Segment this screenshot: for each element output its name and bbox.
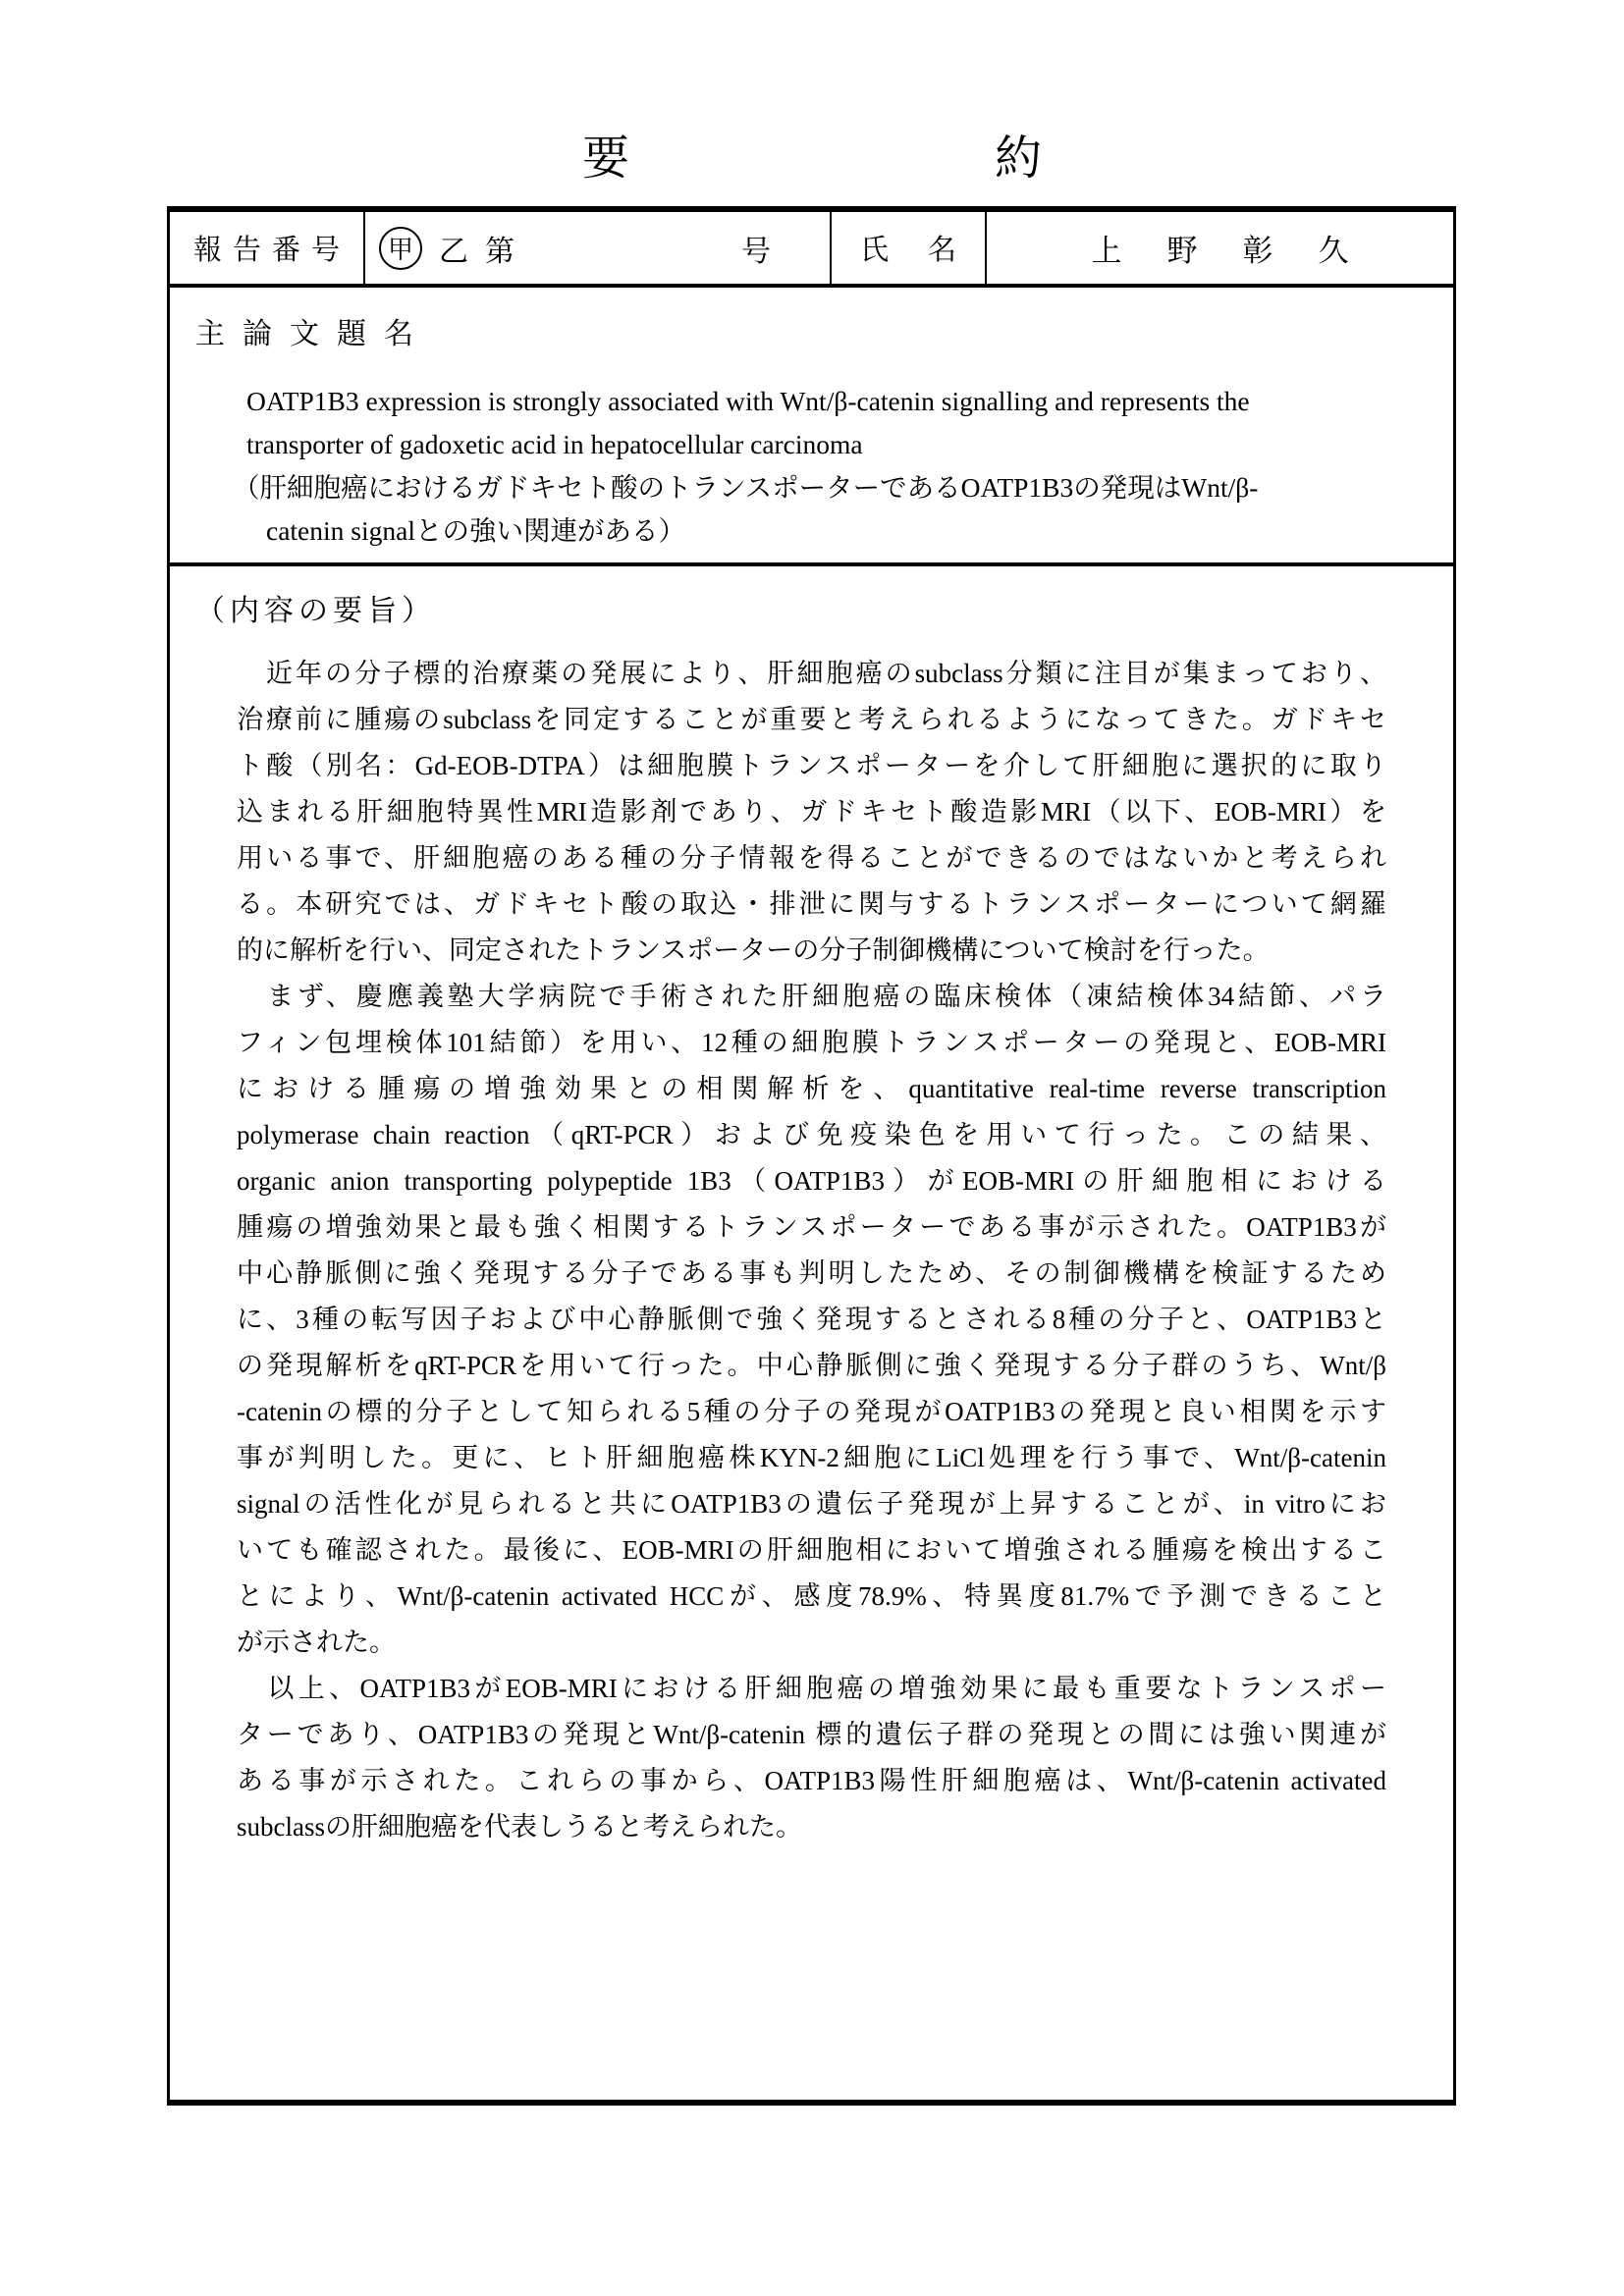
main-title-label: 主論文題名 bbox=[195, 318, 431, 350]
page-title-char-2: 約 bbox=[995, 133, 1043, 185]
report-number-cell bbox=[365, 212, 832, 284]
summary-line: -cateninの標的分子として知られる5種の分子の発現がOATP1B3の発現と良い相関を示す bbox=[237, 1397, 1386, 1426]
circled-koh-mark bbox=[379, 227, 422, 270]
summary-line: ト酸（別名：Gd-EOB-DTPA）は細胞膜トランスポーターを介して肝細胞に選択的に取り bbox=[237, 751, 1386, 780]
summary-line: ある事が示された。これらの事から、OATP1B3陽性肝細胞癌は、Wnt/β-catenin activated bbox=[237, 1766, 1386, 1795]
header-table bbox=[170, 212, 1453, 288]
main-title-line: transporter of gadoxetic acid in hepatocellular carcinoma bbox=[246, 429, 863, 459]
summary-line: 腫瘍の増強効果と最も強く相関するトランスポーターである事が示された。OATP1B3が bbox=[237, 1212, 1386, 1242]
summary-line: subclassの肝細胞癌を代表しうると考えられた。 bbox=[237, 1812, 802, 1842]
summary-line: る。本研究では、ガドキセト酸の取込・排泄に関与するトランスポーターについて網羅 bbox=[237, 889, 1386, 919]
page-title bbox=[0, 0, 1624, 183]
main-title-section bbox=[170, 288, 1453, 562]
otsu-character: 乙 bbox=[439, 235, 468, 268]
gou-suffix: 号 bbox=[741, 235, 771, 268]
summary-line: とにより、Wnt/β-catenin activated HCCが、感度78.9%、特異度81.7%で予測できること bbox=[237, 1581, 1386, 1611]
summary-line: 的に解析を行い、同定されたトランスポーターの分子制御機構について検討を行った。 bbox=[237, 935, 1270, 965]
page-title-char-1: 要 bbox=[581, 133, 629, 185]
summary-line: における腫瘍の増強効果との相関解析を、quantitative real-time reverse transcription bbox=[237, 1074, 1386, 1103]
summary-line: polymerase chain reaction（qRT-PCR）および免疫染色を用いて行った。この結果、 bbox=[237, 1120, 1386, 1149]
summary-section bbox=[170, 562, 1453, 2100]
koh-character: 甲 bbox=[387, 235, 413, 264]
summary-line: 用いる事で、肝細胞癌のある種の分子情報を得ることができるのではないかと考えられ bbox=[237, 843, 1386, 873]
summary-line: 近年の分子標的治療薬の発展により、肝細胞癌のsubclass分類に注目が集まっており、 bbox=[237, 659, 1386, 688]
main-title-line: catenin signalとの強い関連がある） bbox=[266, 515, 685, 546]
summary-form bbox=[167, 206, 1456, 2106]
summary-line: 以上、OATP1B3がEOB-MRIにおける肝細胞癌の増強効果に最も重要なトランスポー bbox=[237, 1674, 1386, 1703]
summary-line: フィン包埋検体101結節）を用い、12種の細胞膜トランスポーターの発現と、EOB-MRI bbox=[237, 1028, 1386, 1057]
summary-line: ターであり、OATP1B3の発現とWnt/β-catenin 標的遺伝子群の発現との間には強い関連が bbox=[237, 1720, 1386, 1749]
summary-line: 込まれる肝細胞特異性MRI造影剤であり、ガドキセト酸造影MRI（以下、EOB-MRI）を bbox=[237, 797, 1386, 827]
summary-line: organic anion transporting polypeptide 1B3（OATP1B3）がEOB-MRIの肝細胞相における bbox=[237, 1166, 1386, 1196]
summary-line: 中心静脈側に強く発現する分子である事も判明したため、その制御機構を検証するため bbox=[237, 1258, 1386, 1288]
summary-body bbox=[237, 651, 1386, 1850]
main-title-line: （肝細胞癌におけるガドキセト酸のトランスポーターであるOATP1B3の発現はWnt/β- bbox=[233, 472, 1259, 503]
summary-line: 事が判明した。更に、ヒト肝細胞癌株KYN-2細胞にLiCl処理を行う事で、Wnt/β-catenin bbox=[237, 1443, 1386, 1472]
summary-line: に、3種の転写因子および中心静脈側で強く発現するとされる8種の分子と、OATP1B3と bbox=[237, 1305, 1386, 1334]
summary-line: signalの活性化が見られると共にOATP1B3の遺伝子発現が上昇することが、in vitroにお bbox=[237, 1489, 1386, 1519]
name-value: 上野彰久 bbox=[1091, 234, 1394, 268]
summary-line: 治療前に腫瘍のsubclassを同定することが重要と考えられるようになってきた。ガドキセ bbox=[237, 705, 1386, 734]
summary-line: いても確認された。最後に、EOB-MRIの肝細胞相において増強される腫瘍を検出するこ bbox=[237, 1535, 1386, 1565]
main-title-line: OATP1B3 expression is strongly associated with Wnt/β-catenin signalling and represents the bbox=[246, 386, 1250, 416]
name-value-cell bbox=[987, 212, 1453, 284]
name-label: 氏名 bbox=[859, 235, 996, 266]
summary-line: の発現解析をqRT-PCRを用いて行った。中心静脈側に強く発現する分子群のうち、Wnt/β bbox=[237, 1351, 1386, 1380]
main-title-lines bbox=[195, 380, 1394, 553]
summary-line: まず、慶應義塾大学病院で手術された肝細胞癌の臨床検体（凍結検体34結節、パラ bbox=[237, 982, 1386, 1011]
summary-heading: （内容の要旨） bbox=[195, 595, 436, 627]
summary-line: が示された。 bbox=[237, 1628, 396, 1657]
name-label-cell bbox=[832, 212, 996, 284]
report-number-label: 報告番号 bbox=[192, 235, 351, 266]
dai-prefix: 第 bbox=[485, 235, 514, 268]
report-number-label-cell bbox=[170, 212, 365, 284]
